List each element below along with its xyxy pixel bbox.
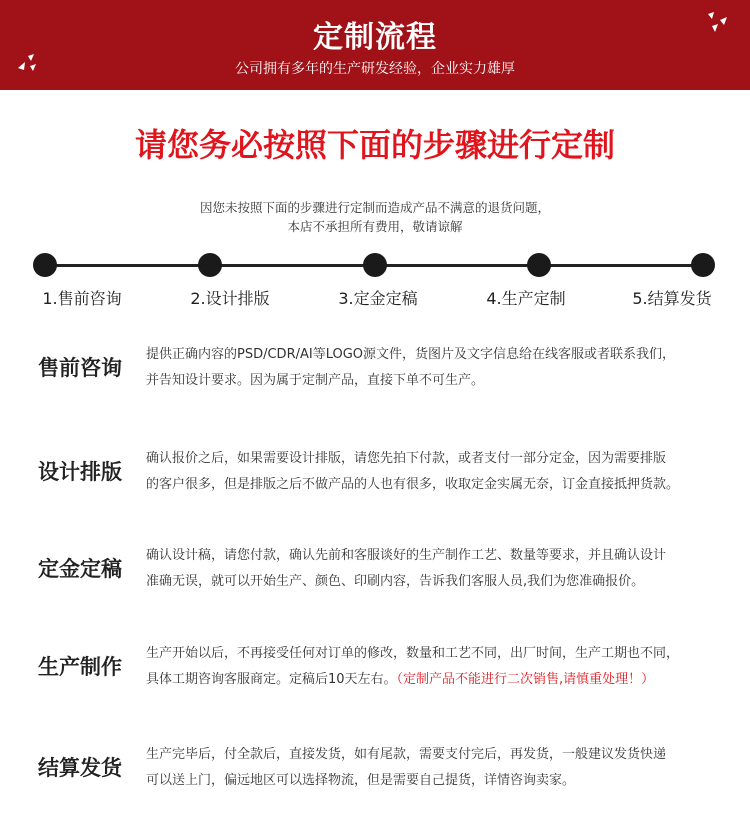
notice-line-1: 因您未按照下面的步骤进行定制而造成产品不满意的退货问题， xyxy=(199,200,550,215)
step-label-production: 4.生产定制 xyxy=(486,289,566,308)
section-body xyxy=(146,342,726,394)
section-consult xyxy=(0,342,750,422)
section-body xyxy=(146,641,726,693)
banner-subtitle: 公司拥有多年的生产研发经验，企业实力雄厚 xyxy=(235,61,515,77)
section-line: 生产开始以后，不再接受任何对订单的修改，数量和工艺不同，出厂时间，生产工期也不同， xyxy=(146,646,680,661)
notice-text xyxy=(0,198,750,236)
section-title: 设计排版 xyxy=(38,460,122,484)
section-title: 生产制作 xyxy=(38,655,122,679)
sparkle-icon xyxy=(706,10,730,34)
section-line: 的客户很多，但是排版之后不做产品的人也有很多，收取定金实属无奈，订金直接抵押货款。 xyxy=(146,477,680,492)
section-delivery xyxy=(0,742,750,822)
timeline-dot xyxy=(33,253,57,277)
process-timeline xyxy=(0,250,750,310)
notice-line-2: 本店不承担所有费用，敬请谅解 xyxy=(287,219,463,234)
warning-text: （定制产品不能进行二次销售,请慎重处理！） xyxy=(396,672,655,687)
section-line-text: 具体工期咨询客服商定。定稿后10天左右。 xyxy=(146,672,397,687)
page-headline: 请您务必按照下面的步骤进行定制 xyxy=(134,126,615,164)
section-title: 结算发货 xyxy=(38,756,122,780)
header-banner xyxy=(0,0,750,90)
section-line: 准确无误，就可以开始生产、颜色、印刷内容，告诉我们客服人员,我们为您准确报价。 xyxy=(146,574,645,589)
banner-title: 定制流程 xyxy=(313,20,437,55)
section-line xyxy=(146,667,726,693)
section-line: 可以送上门，偏远地区可以选择物流，但是需要自己提货，详情咨询卖家。 xyxy=(146,773,576,788)
section-body xyxy=(146,543,726,595)
section-line: 生产完毕后，付全款后，直接发货，如有尾款，需要支付完后，再发货，一般建议发货快递 xyxy=(146,747,667,762)
step-label-design: 2.设计排版 xyxy=(190,289,270,308)
timeline-dot xyxy=(691,253,715,277)
section-body xyxy=(146,446,726,498)
section-deposit xyxy=(0,543,750,623)
section-line: 确认报价之后，如果需要设计排版，请您先拍下付款，或者支付一部分定金，因为需要排版 xyxy=(146,451,667,466)
timeline-dot xyxy=(363,253,387,277)
step-label-delivery: 5.结算发货 xyxy=(632,289,712,308)
section-line: 确认设计稿，请您付款，确认先前和客服谈好的生产制作工艺、数量等要求，并且确认设计 xyxy=(146,548,667,563)
section-production xyxy=(0,641,750,721)
timeline-dot xyxy=(198,253,222,277)
timeline-dot xyxy=(527,253,551,277)
section-title: 定金定稿 xyxy=(38,557,122,581)
section-line: 并告知设计要求。因为属于定制产品，直接下单不可生产。 xyxy=(146,373,485,388)
section-design xyxy=(0,446,750,526)
section-line: 提供正确内容的PSD/CDR/AI等LOGO源文件，货图片及文字信息给在线客服或者联系我们， xyxy=(146,347,676,362)
section-title: 售前咨询 xyxy=(38,356,122,380)
section-body xyxy=(146,742,726,794)
step-label-consult: 1.售前咨询 xyxy=(42,289,122,308)
step-label-deposit: 3.定金定稿 xyxy=(338,289,418,308)
